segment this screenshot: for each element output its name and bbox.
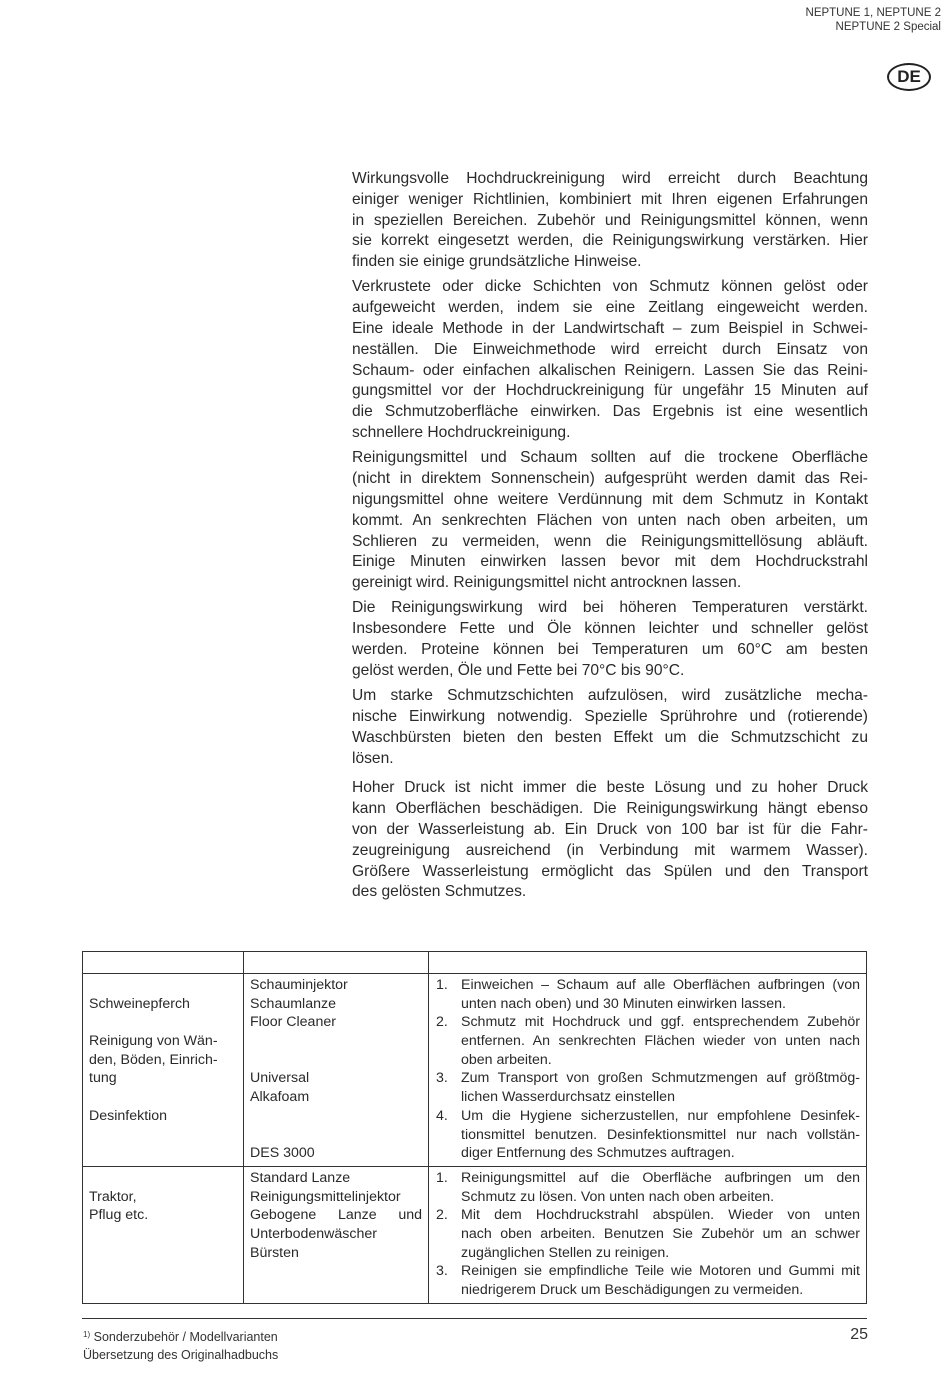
text-line: finden sie einige grundsätzliche Hinweise.: [352, 253, 642, 271]
text-line: Wirkungsvolle Hochdruckreinigung wird erreicht durch Beachtung: [352, 170, 868, 187]
text-line: sie korrekt eingesetzt werden, die Reinigungswirkung verstärken. Hier: [352, 232, 868, 250]
text-line: Die Reinigungswirkung wird bei höheren Temperaturen verstärkt.: [352, 599, 868, 617]
text-line: Größere Wasserleistung ermöglicht das Spülen und den Transport: [352, 862, 868, 880]
header-cell: [83, 952, 244, 974]
step-line: zugänglichen Stellen zu reinigen.: [461, 1244, 670, 1261]
cleaning-table: [82, 951, 867, 1304]
area-line: den, Böden, Einrich-: [89, 1051, 218, 1068]
area-line: Desinfektion: [89, 1107, 168, 1124]
equipment-line: Schauminjektor: [250, 977, 348, 993]
step-line: lichen Wasserdurchsatz einstellen: [461, 1089, 675, 1106]
paragraph: [352, 448, 868, 594]
table-row: [83, 1166, 867, 1303]
step-line: unten nach oben) und 30 Minuten einwirken lassen.: [461, 995, 786, 1012]
text-line: (nicht in direktem Sonnenschein) aufgesprüht werden damit das Rei-: [352, 470, 868, 488]
text-line: in speziellen Bereichen. Zubehör und Reinigungsmittel können, wenn: [352, 211, 868, 229]
step-text: [461, 1262, 860, 1299]
step-number: 1.: [436, 977, 448, 993]
step-number: 4.: [436, 1107, 448, 1124]
equipment-cell: [244, 974, 429, 1167]
step-number: 1.: [436, 1169, 448, 1186]
step-line: Mit dem Hochdruckstrahl abspülen. Wieder von unten: [461, 1207, 860, 1224]
paragraph: [352, 277, 868, 443]
steps-cell: [429, 1166, 867, 1303]
step-line: oben arbeiten.: [461, 1051, 552, 1068]
equipment-line: [250, 1032, 422, 1051]
footnote-mark: 1): [83, 1330, 91, 1339]
area-line: [89, 1169, 237, 1188]
equipment-line: Floor Cleaner: [250, 1014, 336, 1031]
step-line: Schmutz zu lösen. Von unten nach oben arbeiten.: [461, 1188, 775, 1205]
text-line: Schaum- oder einfachen alkalischen Reinigern. Lassen Sie das Reini-: [352, 361, 868, 379]
text-line: neställen. Die Einweichmethode wird erreicht durch Einsatz von: [352, 340, 868, 358]
step-number: 3.: [436, 1263, 448, 1280]
text-line: Eine ideale Methode in der Landwirtschaft – zum Beispiel in Schwei-: [352, 320, 868, 338]
step-text: [461, 1107, 860, 1163]
text-line: Waschbürsten bieten den besten Effekt um die Schmutzschicht zu: [352, 728, 868, 746]
paragraph: [352, 598, 868, 681]
footer-divider: [82, 1318, 867, 1319]
step-line: Reinigen sie empfindliche Teile wie Motoren und Gummi mit: [461, 1263, 860, 1280]
area-cell: [83, 1166, 244, 1303]
area-line: [89, 1088, 237, 1107]
text-line: werden. Proteine können bei Temperaturen um 60°C am besten: [352, 641, 868, 659]
area-line: tung: [89, 1070, 117, 1087]
equipment-line: Unterbodenwäscher: [250, 1225, 377, 1242]
equipment-line: Schaumlanze: [250, 995, 336, 1012]
table-header-row: [83, 952, 867, 974]
text-line: gelöst werden, Öle und Fette bei 70°C bis 90°C.: [352, 661, 685, 679]
step-line: tionsmittel benutzen. Desinfektionsmittel nur nach vollstän-: [461, 1126, 860, 1143]
text-line: einiger weniger Richtlinien, kombiniert mit Ihren eigenen Erfahrungen: [352, 190, 868, 208]
equipment-line: Bürsten: [250, 1244, 299, 1261]
table-row: [83, 974, 867, 1167]
equipment-line: [250, 1107, 422, 1126]
steps-cell: [429, 974, 867, 1167]
page-number: 25: [850, 1326, 868, 1343]
document-header: [806, 6, 941, 34]
area-line: Reinigung von Wän-: [89, 1033, 218, 1050]
text-line: gereinigt wird. Reinigungsmittel nicht antrocknen lassen.: [352, 574, 742, 592]
equipment-line: Universal: [250, 1070, 310, 1087]
step-item: [435, 1069, 860, 1106]
translation-note: Übersetzung des Originalhadbuchs: [83, 1347, 279, 1362]
text-line: Verkrustete oder dicke Schichten von Schmutz können gelöst oder: [352, 278, 868, 296]
model-line-2: NEPTUNE 2 Special: [835, 21, 941, 33]
step-item: [435, 1013, 860, 1069]
model-line-1: NEPTUNE 1, NEPTUNE 2: [805, 7, 941, 19]
text-line: des gelösten Schmutzes.: [352, 883, 527, 901]
text-line: Um starke Schmutzschichten aufzulösen, wird zusätzliche mecha-: [352, 687, 868, 705]
area-line: [89, 976, 237, 995]
equipment-line: DES 3000: [250, 1145, 315, 1162]
step-item: [435, 1206, 860, 1262]
text-line: nische Einwirkung notwendig. Spezielle Sprührohre und (rotierende): [352, 707, 868, 725]
header-cell: [244, 952, 429, 974]
step-line: niedrigerem Druck um Beschädigungen zu vermeiden.: [461, 1282, 804, 1298]
text-line: Reinigungsmittel und Schaum sollten auf die trockene Oberfläche: [352, 449, 868, 467]
step-item: [435, 976, 860, 1013]
header-cell: [429, 952, 867, 974]
language-badge: DE: [887, 63, 931, 91]
text-line: von der Wasserleistung ab. Ein Druck von 100 bar ist für die Fahr-: [352, 820, 868, 838]
step-text: [461, 976, 860, 1013]
step-line: Schmutz mit Hochdruck und ggf. entsprechendem Zubehör: [461, 1014, 860, 1031]
step-text: [461, 1206, 860, 1262]
text-line: die Schmutzoberfläche einwirken. Das Ergebnis ist eine wesentlich: [352, 403, 868, 421]
step-item: [435, 1107, 860, 1163]
step-line: nach oben arbeiten. Benutzen Sie Zubehör um an schwer: [461, 1225, 860, 1242]
text-line: gungsmittel vor der Hochdruckreinigung für ungefähr 15 Minuten auf: [352, 382, 868, 400]
step-item: [435, 1169, 860, 1206]
text-line: lösen.: [352, 749, 394, 767]
step-number: 3.: [436, 1070, 448, 1087]
text-line: kommt. An senkrechten Flächen von unten nach oben arbeiten, um: [352, 511, 868, 529]
area-line: Traktor,: [89, 1188, 137, 1205]
step-line: Um die Hygiene sicherzustellen, nur empfohlene Desinfek-: [461, 1107, 860, 1124]
paragraph: [352, 169, 868, 273]
text-line: zeugreinigung ausreichend (in Verbindung mit warmem Wasser).: [352, 841, 868, 859]
step-text: [461, 1169, 860, 1206]
equipment-line: [250, 1126, 422, 1145]
equipment-line: Standard Lanze: [250, 1169, 351, 1186]
text-line: Einige Minuten einwirken lassen bevor mit dem Hochdruckstrahl: [352, 553, 868, 571]
text-line: Insbesondere Fette und Öle können leichter und schneller gelöst: [352, 620, 868, 638]
text-line: schnellere Hochdruckreinigung.: [352, 424, 571, 442]
area-line: [89, 1013, 237, 1032]
step-line: Zum Transport von großen Schmutzmengen auf größtmög-: [461, 1070, 860, 1087]
area-line: Pflug etc.: [89, 1207, 149, 1224]
step-text: [461, 1069, 860, 1106]
text-line: Schlieren zu vermeiden, wenn die Reinigungsmittellösung abläuft.: [352, 532, 868, 550]
paragraph: [352, 686, 868, 769]
step-line: diger Entfernung des Schmutzes auftragen.: [461, 1145, 735, 1162]
equipment-line: Reinigungsmittelinjektor: [250, 1188, 401, 1205]
step-text: [461, 1013, 860, 1069]
step-item: [435, 1262, 860, 1299]
paragraph: [352, 778, 868, 903]
step-line: entfernen. An senkrechten Flächen wieder von unten nach: [461, 1033, 860, 1050]
footnote: Sonderzubehör / Modellvarianten: [93, 1330, 278, 1344]
equipment-line: Alkafoam: [250, 1089, 310, 1106]
area-line: Schweinepferch: [89, 995, 190, 1012]
body-text: [352, 169, 868, 908]
area-cell: [83, 974, 244, 1167]
text-line: Hoher Druck ist nicht immer die beste Lösung und zu hoher Druck: [352, 779, 868, 797]
equipment-line: [250, 1051, 422, 1070]
step-number: 2.: [436, 1207, 448, 1224]
text-line: aufgeweicht werden, indem sie eine Zeitlang eingeweicht werden.: [352, 299, 868, 317]
equipment-cell: [244, 1166, 429, 1303]
footer: [83, 1326, 278, 1364]
equipment-line: Gebogene Lanze und: [250, 1207, 422, 1224]
step-line: Einweichen – Schaum auf alle Oberflächen aufbringen (von: [461, 977, 860, 993]
text-line: kann Oberflächen beschädigen. Die Reinigungswirkung hängt ebenso: [352, 800, 868, 818]
step-line: Reinigungsmittel auf die Oberfläche aufbringen um den: [461, 1169, 860, 1186]
text-line: nigungsmittel ohne weitere Verdünnung mit dem Schmutz in Kontakt: [352, 490, 868, 508]
step-number: 2.: [436, 1014, 448, 1031]
